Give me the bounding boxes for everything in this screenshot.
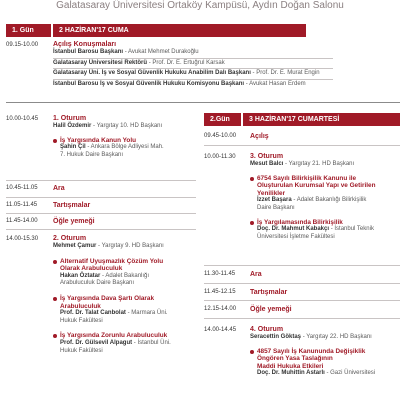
lunch1-time: 11.45-14.00 <box>6 218 38 224</box>
bullet-icon <box>53 260 57 264</box>
session1-block <box>53 114 193 159</box>
session3-talk: İş Yargılamasında Bilirkişilik Doç. Dr. Mahmut Kabakçı - İstanbul Teknik Üniversitesi İşletme Fakültesi <box>250 219 400 242</box>
session1-title: 1. Oturum <box>53 115 87 122</box>
session3-time: 10.00-11.30 <box>204 154 236 160</box>
discussion2-label: Tartışmalar <box>250 289 288 296</box>
day1-number: 1. Gün <box>6 24 51 37</box>
day1-opening-title: Açılış Konuşmaları <box>53 41 117 48</box>
day2-title: 3 HAZİRAN'17 CUMARTESİ <box>243 113 400 126</box>
lunch2-time: 12.15-14.00 <box>204 306 237 312</box>
session1-talk: İş Yargısında Kanun Yolu Şahin Çil - Ankara Bölge Adliyesi Mah. 7. Hukuk Daire Başkanı <box>53 137 193 160</box>
session1-chair: Halil Özdemir - Yargıtay 10. HD Başkanı <box>53 123 163 129</box>
session4-talk: 4857 Sayılı İş Kanununda Değişiklik Öngören Yasa Taslağının Maddi Hukuka Etkileri Doç. Dr. Muhittin Astarlı - Gazi Üniversitesi <box>250 348 400 378</box>
session3-chair: Mesut Balcı - Yargıtay 21. HD Başkanı <box>250 161 355 167</box>
opening-speaker: Galatasaray Üniversitesi Rektörü - Prof. Dr. E. Ertuğrul Karsak <box>53 59 225 66</box>
session3-block <box>250 152 400 241</box>
session4-chair: Seracettin Göktaş - Yargıtay 22. HD Başkanı <box>250 334 372 340</box>
bullet-icon <box>250 350 254 354</box>
session4-time: 14.00-14.45 <box>204 327 237 333</box>
bullet-icon <box>53 297 57 301</box>
break1-label: Ara <box>53 185 65 192</box>
session2-title: 2. Oturum <box>53 235 87 242</box>
session3-title: 3. Oturum <box>250 153 284 160</box>
session2-time: 14.00-15.30 <box>6 236 39 242</box>
session2-block <box>53 234 198 355</box>
day1-opening-time: 09.15-10.00 <box>6 42 39 48</box>
lunch1-label: Öğle yemeği <box>53 218 95 225</box>
day1-title: 2 HAZİRAN'17 CUMA <box>53 24 306 37</box>
talk-title: İş Yargısında Kanun Yolu <box>60 136 136 144</box>
day2-opening-label: Açılış <box>250 133 269 140</box>
session4-title: 4. Oturum <box>250 326 284 333</box>
venue-line: Galatasaray Üniversitesi Ortaköy Kampüsü, Aydın Doğan Salonu <box>56 0 344 11</box>
session3-talk: 6754 Sayılı Bilirkişilik Kanunu ile Oluşturulan Kurumsal Yapı ve Getirilen Yenilikler İzzet Başara - Adalet Bakanlığı Bilirkişilik Daire Başkanı <box>250 175 400 213</box>
lunch2-label: Öğle yemeği <box>250 306 292 313</box>
break2-label: Ara <box>250 271 262 278</box>
discussion2-time: 11.45-12.15 <box>204 289 236 295</box>
opening-speaker: İstanbul Barosu Başkanı - Avukat Mehmet Durakoğlu <box>53 49 199 55</box>
opening-speaker: İstanbul Barosu İş ve Sosyal Güvenlik Hukuku Komisyonu Başkanı - Avukat Hasan Erdem <box>53 80 306 87</box>
session2-chair: Mehmet Çamur - Yargıtay 9. HD Başkanı <box>53 243 164 249</box>
break2-time: 11.30-11.45 <box>204 271 236 277</box>
discussion1-label: Tartışmalar <box>53 202 91 209</box>
session2-talk: Alternatif Uyuşmazlık Çözüm Yolu Olarak Arabuluculuk Hakan Öztatar - Adalet Bakanlığı Arabuluculuk Daire Başkanı <box>53 258 198 288</box>
break1-time: 10.45-11.05 <box>6 185 38 191</box>
opening-speaker: Galatasaray Üni. İş ve Sosyal Güvenlik Hukuku Anabilim Dalı Başkanı - Prof. Dr. E. Murat Engin <box>53 70 320 77</box>
session2-talk: İş Yargısında Dava Şartı Olarak Arabuluculuk Prof. Dr. Talat Canbolat - Marmara Üni. Hukuk Fakültesi <box>53 295 198 325</box>
session2-talk: İş Yargısında Zorunlu Arabuluculuk Prof. Dr. Gülsevil Alpagut - İstanbul Üni. Hukuk Fakültesi <box>53 332 198 355</box>
day2-number: 2.Gün <box>204 113 241 126</box>
bullet-icon <box>53 334 57 338</box>
session1-time: 10.00-10.45 <box>6 116 39 122</box>
discussion1-time: 11.05-11.45 <box>6 202 38 208</box>
day2-header <box>204 113 400 126</box>
bullet-icon <box>53 139 57 143</box>
session4-block <box>250 325 400 378</box>
day2-opening-time: 09.45-10.00 <box>204 133 237 139</box>
bullet-icon <box>250 177 254 181</box>
bullet-icon <box>250 221 254 225</box>
day1-opening-block <box>53 40 398 88</box>
day1-header <box>6 24 306 37</box>
